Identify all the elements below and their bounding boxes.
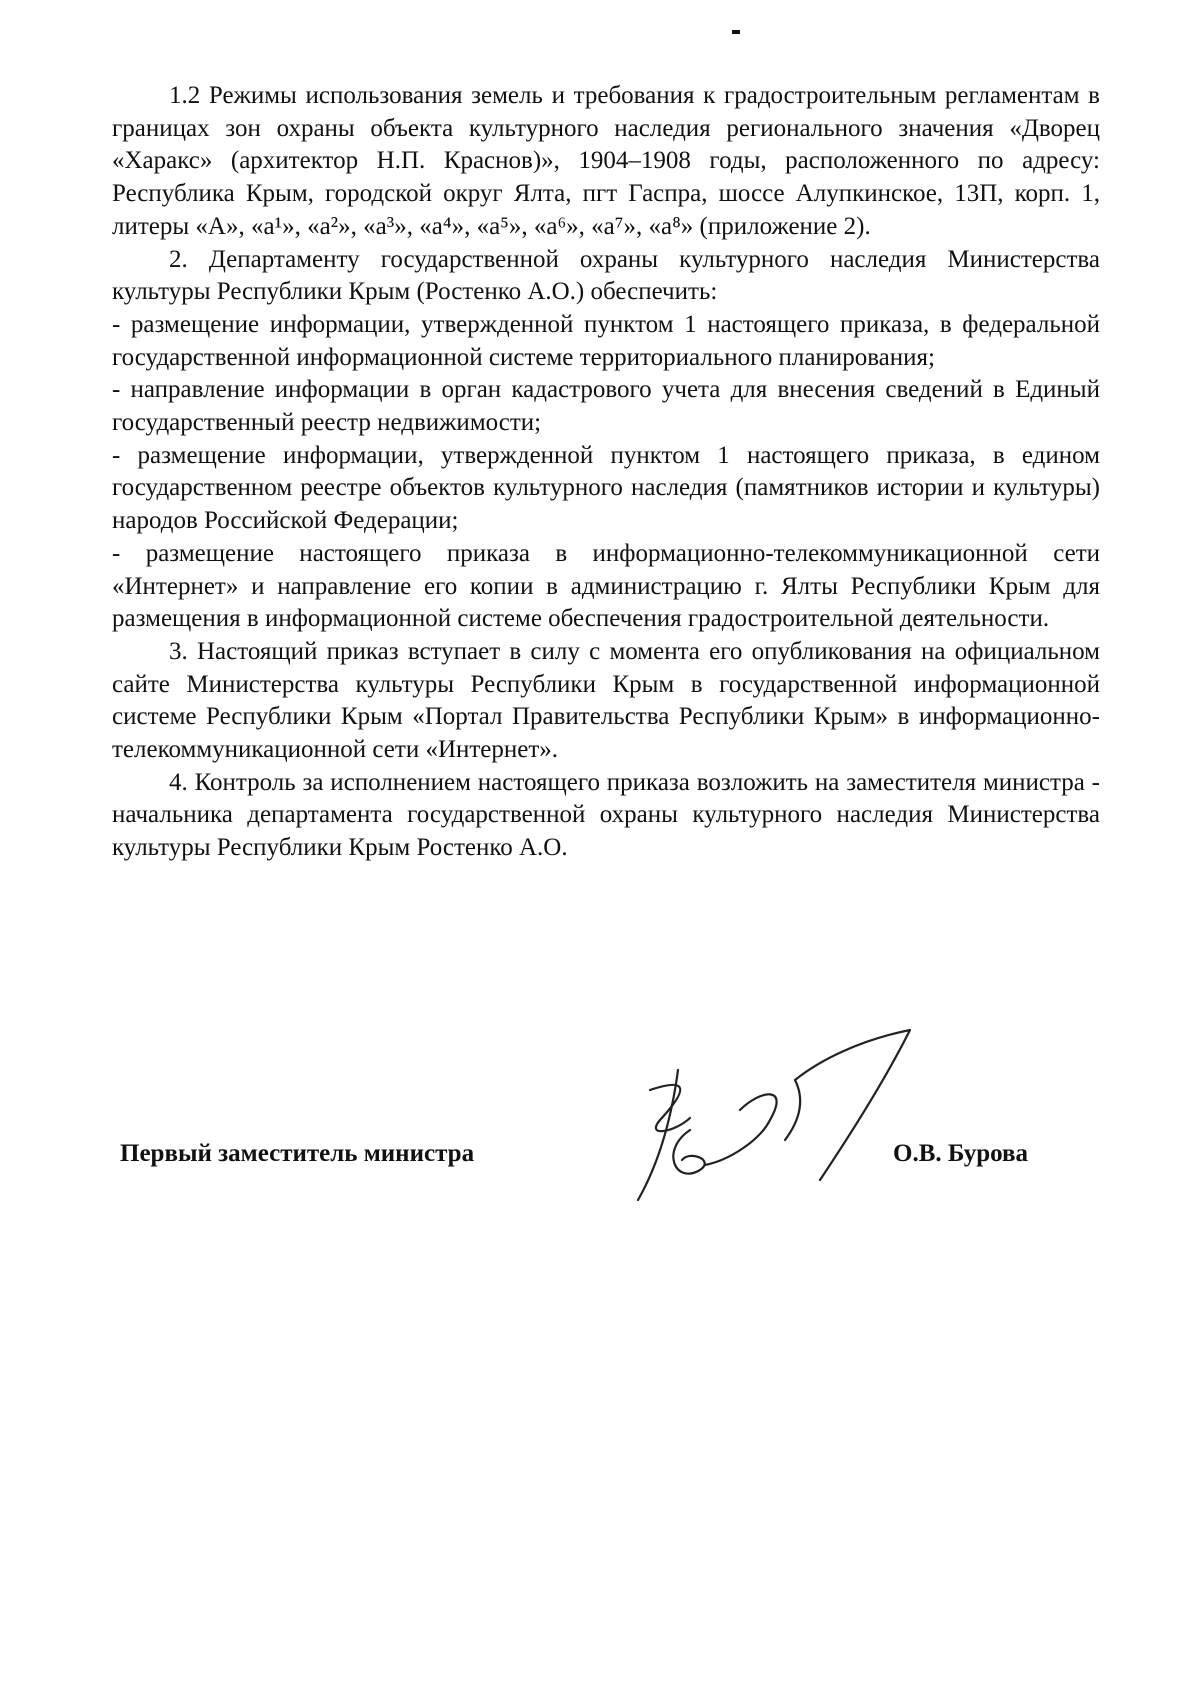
paragraph-3: 3. Настоящий приказ вступает в силу с момента его опубликования на официальном сайте Министерства культуры Республики Крым в государственной информационной системе Республики Крым «Портал Правительства Республики Крым» в информационно-телекоммуникационной сети «Интернет». bbox=[112, 637, 1100, 764]
signatory-name: О.В. Бурова bbox=[893, 1140, 1029, 1167]
document-body bbox=[112, 80, 1100, 865]
list-item: - размещение информации, утвержденной пунктом 1 настоящего приказа, в федеральной государственной информационной системе территориального планирования; bbox=[112, 310, 1100, 371]
paragraph-1-2: 1.2 Режимы использования земель и требования к градостроительным регламентам в границах зон охраны объекта культурного наследия регионального значения «Дворец «Харакс» (архитектор Н.П. Краснов)», 1904–1908 годы, расположенного по адресу: Республика Крым, городской округ Ялта, пгт Гаспра, шоссе Алупкинское, 13П, корп. 1, литеры «А», «а¹», «а²», «а³», «а⁴», «а⁵», «а⁶», «а⁷», «а⁸» (приложение 2). bbox=[112, 82, 1100, 240]
list-item: - размещение информации, утвержденной пунктом 1 настоящего приказа, в едином государственном реестре объектов культурного наследия (памятников истории и культуры) народов Российской Федерации; bbox=[112, 441, 1100, 535]
paragraph-2: 2. Департаменту государственной охраны культурного наследия Министерства культуры Республики Крым (Ростенко А.О.) обеспечить: bbox=[112, 245, 1100, 306]
signatory-position: Первый заместитель министра bbox=[120, 1140, 475, 1167]
paragraph-4: 4. Контроль за исполнением настоящего приказа возложить на заместителя министра - начальника департамента государственной охраны культурного наследия Министерства культуры Республики Крым Ростенко А.О. bbox=[112, 768, 1100, 862]
handwritten-signature bbox=[620, 1010, 940, 1210]
page-mark bbox=[732, 30, 740, 34]
list-item: - направление информации в орган кадастрового учета для внесения сведений в Единый государственный реестр недвижимости; bbox=[112, 376, 1100, 437]
list-item: - размещение настоящего приказа в информационно-телекоммуникационной сети «Интернет» и направление его копии в администрацию г. Ялты Республики Крым для размещения в информационной системе обеспечения градостроительной деятельности. bbox=[112, 539, 1100, 633]
